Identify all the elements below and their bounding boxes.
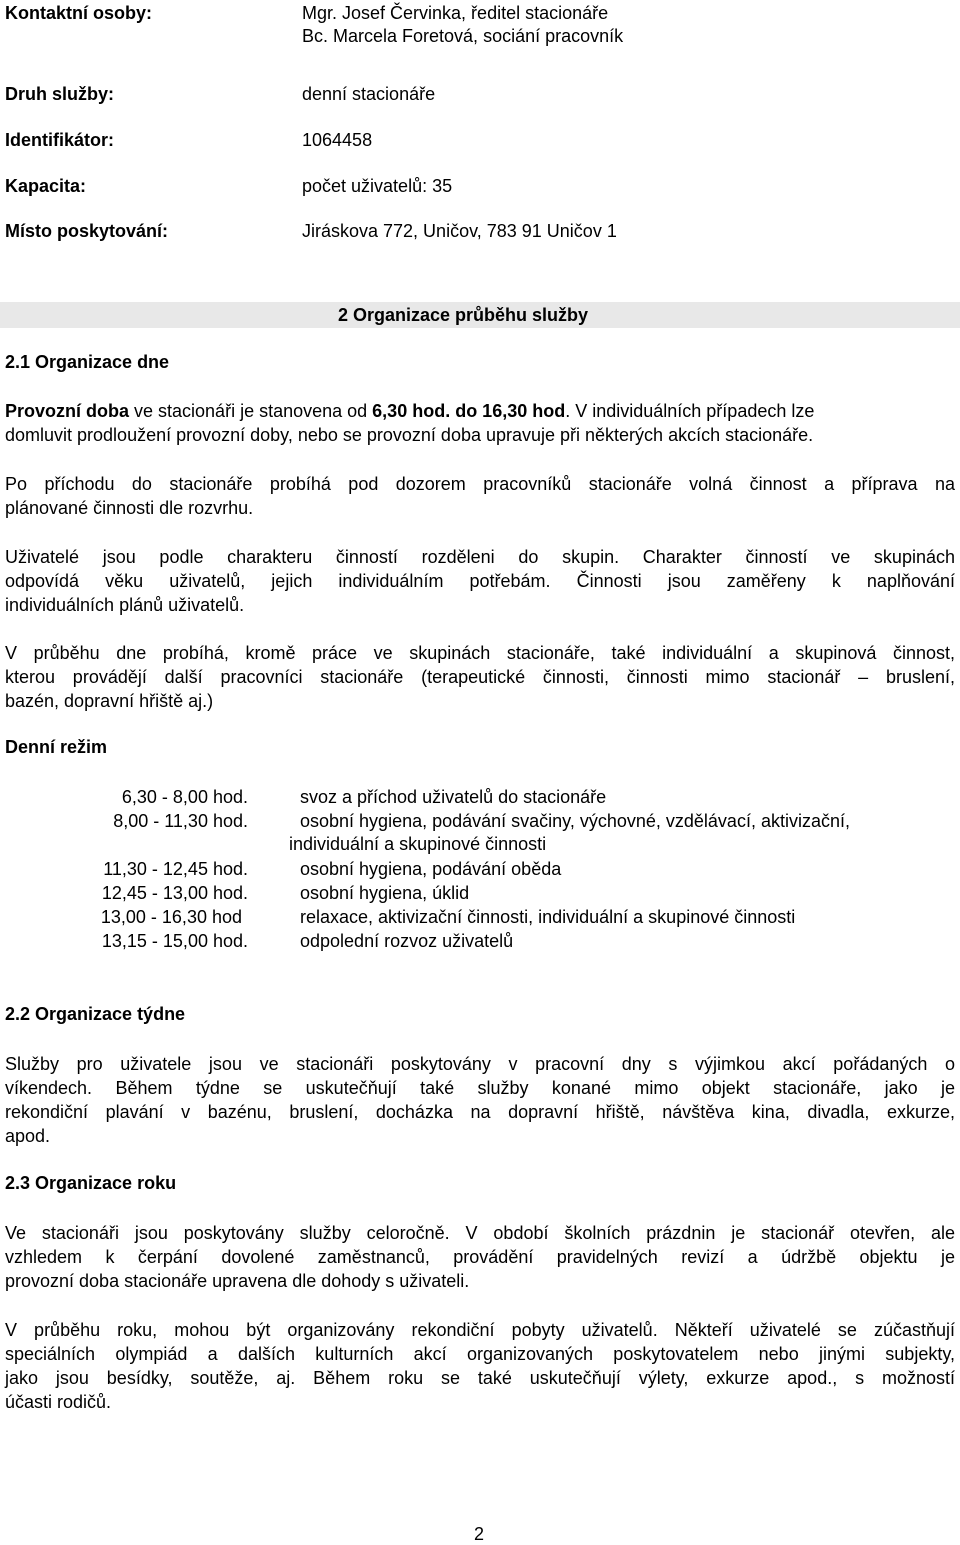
paragraph-operating-hours xyxy=(5,399,955,447)
paragraph-line: vzhledem k čerpání dovolené zaměstnanců, provádění pravidelných revizí a údržbě objektu je xyxy=(5,1247,955,1267)
capacity-value: počet uživatelů: 35 xyxy=(302,176,453,196)
identifier-value: 1064458 xyxy=(302,130,373,150)
section-2-2-title: 2.2 Organizace týdne xyxy=(5,1004,186,1024)
service-type-label: Druh služby: xyxy=(5,84,115,104)
daily-schedule-title: Denní režim xyxy=(5,737,108,757)
schedule-activity: osobní hygiena, podávání svačiny, výchovné, vzdělávací, aktivizační, xyxy=(300,811,850,831)
schedule-time: 12,45 - 13,00 hod. xyxy=(101,883,248,903)
location-label: Místo poskytování: xyxy=(5,221,169,241)
paragraph-line: jako jsou besídky, soutěže, aj. Během roku se také uskutečňují výlety, exkurze apod., s možností xyxy=(5,1368,955,1388)
paragraph-year-2 xyxy=(5,1318,955,1414)
paragraph-line: víkendech. Během týdne se uskutečňují také služby konané mimo objekt stacionáře, jako je xyxy=(5,1078,955,1098)
paragraph-line: Po příchodu do stacionáře probíhá pod dozorem pracovníků stacionáře volná činnost a příprava na xyxy=(5,474,955,494)
schedule-activity: relaxace, aktivizační činnosti, individuální a skupinové činnosti xyxy=(300,907,796,927)
paragraph-line: účasti rodičů. xyxy=(5,1392,112,1412)
paragraph-line: kterou provádějí další pracovníci stacionáře (terapeutické činnosti, činnosti mimo stacionář – bruslení, xyxy=(5,667,955,687)
schedule-activity: osobní hygiena, úklid xyxy=(300,883,470,903)
schedule-time: 13,15 - 15,00 hod. xyxy=(101,931,248,951)
schedule-activity: osobní hygiena, podávání oběda xyxy=(300,859,562,879)
schedule-time: 13,00 - 16,30 hod xyxy=(100,907,242,927)
paragraph-line: odpovídá věku uživatelů, jejich individuálním potřebám. Činnosti jsou zaměřeny k naplňování xyxy=(5,571,955,591)
identifier-label: Identifikátor: xyxy=(5,130,115,150)
schedule-time: 11,30 - 12,45 hod. xyxy=(103,859,248,879)
paragraph-week xyxy=(5,1052,955,1148)
section-2-3-title: 2.3 Organizace roku xyxy=(5,1173,177,1193)
schedule-activity-cont: individuální a skupinové činnosti xyxy=(289,834,547,854)
paragraph-line: V průběhu roku, mohou být organizovány rekondiční pobyty uživatelů. Někteří uživatelé se zúčastňují xyxy=(5,1320,955,1340)
schedule-time: 6,30 - 8,00 hod. xyxy=(121,787,248,807)
section-2-1-title: 2.1 Organizace dne xyxy=(5,352,170,372)
location-value: Jiráskova 772, Uničov, 783 91 Uničov 1 xyxy=(302,221,617,241)
operating-hours-times: 6,30 hod. do 16,30 hod xyxy=(372,401,566,421)
operating-hours-label: Provozní doba xyxy=(5,401,130,421)
paragraph-line: Ve stacionáři jsou poskytovány služby celoročně. V období školních prázdnin je stacionář otevřen, ale xyxy=(5,1223,955,1243)
paragraph-line: domluvit prodloužení provozní doby, nebo se provozní doba upravuje při některých akcích stacionáře. xyxy=(5,425,814,445)
paragraph-line: bazén, dopravní hřiště aj.) xyxy=(5,691,214,711)
paragraph-line: V průběhu dne probíhá, kromě práce ve skupinách stacionáře, také individuální a skupinová činnost, xyxy=(5,643,955,663)
schedule-time: 8,00 - 11,30 hod. xyxy=(113,811,248,831)
paragraph-year-1 xyxy=(5,1221,955,1293)
paragraph-line: speciálních olympiád a dalších kulturních akcí organizovaných poskytovatelem nebo jinými subjekty, xyxy=(5,1344,955,1364)
operating-hours-text-2: . V individuálních případech lze xyxy=(565,401,815,421)
operating-hours-text: ve stacionáři je stanovena od xyxy=(129,401,373,421)
paragraph-arrival xyxy=(5,472,955,520)
section-2-title: 2 Organizace průběhu služby xyxy=(338,305,589,325)
schedule-activity: odpolední rozvoz uživatelů xyxy=(300,931,514,951)
paragraph-line: provozní doba stacionáře upravena dle dohody s uživateli. xyxy=(5,1271,470,1291)
paragraph-line: apod. xyxy=(5,1126,51,1146)
paragraph-line: individuálních plánů uživatelů. xyxy=(5,595,245,615)
paragraph-line: Uživatelé jsou podle charakteru činností rozděleni do skupin. Charakter činností ve skupinách xyxy=(5,547,955,567)
schedule-activity: svoz a příchod uživatelů do stacionáře xyxy=(300,787,607,807)
page-number: 2 xyxy=(474,1524,485,1544)
paragraph-during-day xyxy=(5,641,955,713)
paragraph-groups xyxy=(5,545,955,617)
paragraph-line: rekondiční plavání v bazénu, bruslení, docházka na dopravní hřiště, návštěva kina, divadla, exkurze, xyxy=(5,1102,955,1122)
capacity-label: Kapacita: xyxy=(5,176,87,196)
service-type-value: denní stacionáře xyxy=(302,84,436,104)
paragraph-line: plánované činnosti dle rozvrhu. xyxy=(5,498,254,518)
contact-2: Bc. Marcela Foretová, sociání pracovník xyxy=(302,26,624,46)
contacts-label: Kontaktní osoby: xyxy=(5,3,152,23)
contact-1: Mgr. Josef Červinka, ředitel stacionáře xyxy=(302,3,609,23)
paragraph-line: Služby pro uživatele jsou ve stacionáři poskytovány v pracovní dny s výjimkou akcí pořádaných o xyxy=(5,1054,955,1074)
